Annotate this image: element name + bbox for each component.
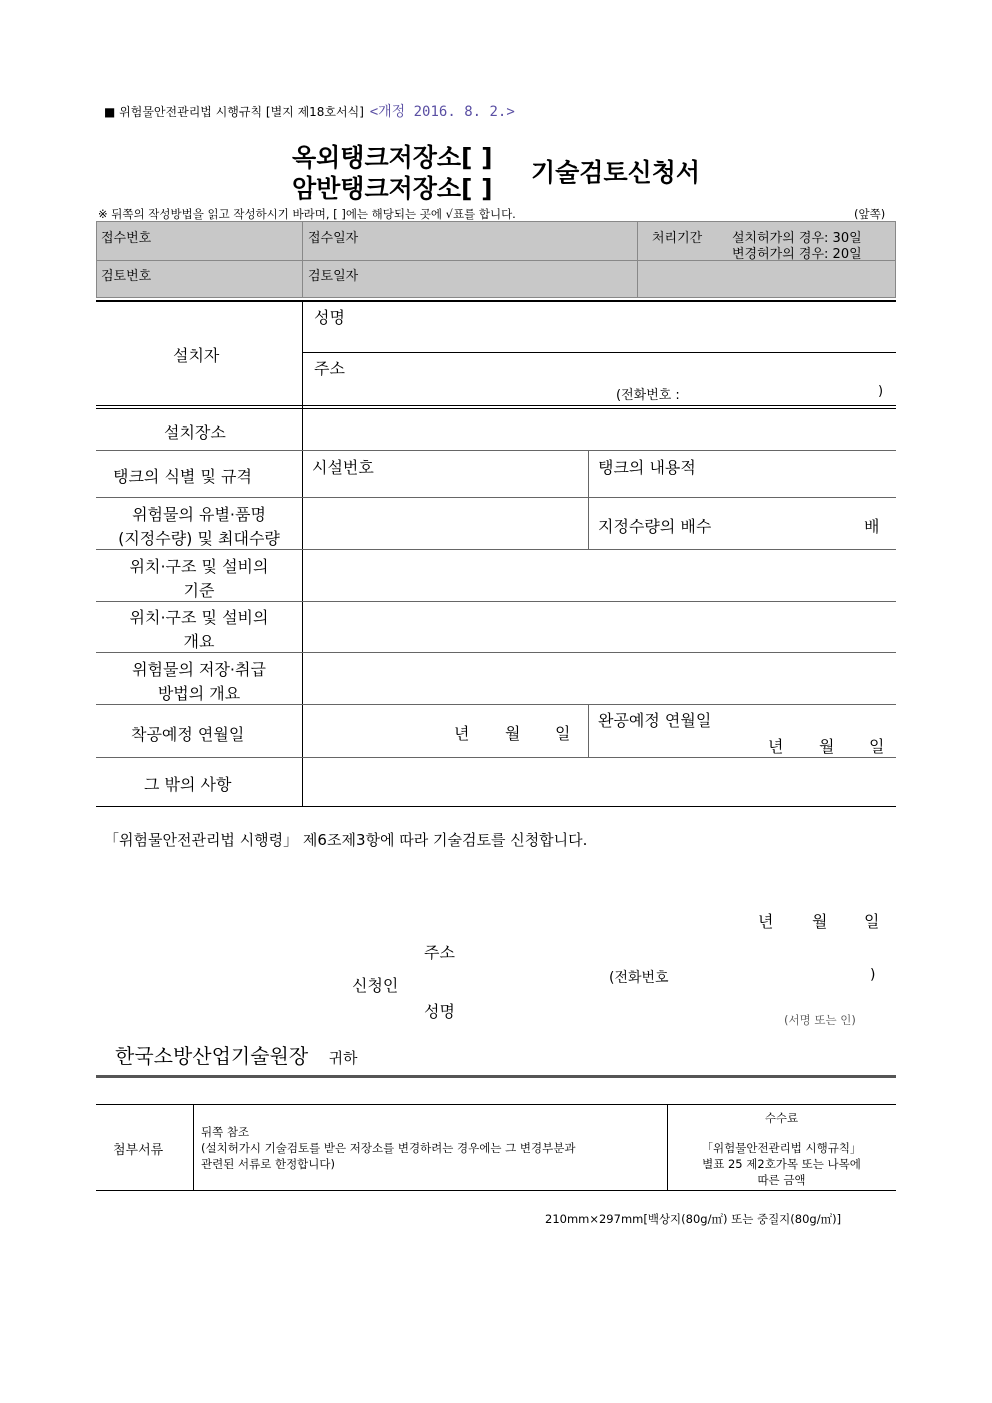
hazard-label-line2: (지정수량) 및 최대수량 — [118, 529, 280, 548]
installer-name-label: 성명 — [314, 308, 345, 327]
paper-spec: 210mm×297mm[백상지(80g/㎡) 또는 중질지(80g/㎡)] — [545, 1212, 842, 1226]
tank-capacity-label: 탱크의 내용적 — [598, 458, 696, 477]
revision-date: <개정 2016. 8. 2.> — [369, 104, 515, 120]
attachments-line1: 뒤쪽 참조 — [201, 1125, 250, 1139]
page-side-label: (앞쪽) — [854, 207, 886, 221]
fee-line1: 「위험물안전관리법 시행규칙」 — [701, 1141, 862, 1155]
signature-placeholder: (서명 또는 인) — [784, 1013, 856, 1027]
applicant-year: 년 — [758, 912, 774, 931]
review-number-label: 검토번호 — [101, 269, 152, 284]
title-suffix: 기술검토신청서 — [531, 158, 701, 187]
receipt-number-label: 접수번호 — [101, 231, 152, 246]
applicant-label: 신청인 — [352, 976, 399, 995]
multiple-label: 지정수량의 배수 — [598, 517, 712, 536]
start-day-label: 일 — [555, 724, 571, 743]
title-line-outdoor-tank: 옥외탱크저장소[ ] — [292, 143, 493, 172]
start-month-label: 월 — [505, 724, 521, 743]
location-label: 설치장소 — [164, 423, 226, 442]
multiple-unit: 배 — [864, 517, 880, 536]
other-label: 그 밖의 사항 — [144, 775, 232, 794]
attachments-line3: 관련된 서류로 한정합니다) — [201, 1157, 335, 1171]
start-year-label: 년 — [454, 724, 470, 743]
fee-label: 수수료 — [764, 1111, 799, 1125]
installer-label: 설치자 — [173, 346, 220, 365]
fee-line2: 별표 25 제2호가목 또는 나목에 — [702, 1157, 861, 1171]
applicant-name-label: 성명 — [424, 1002, 455, 1021]
addressee-name: 한국소방산업기술원장 — [115, 1044, 309, 1068]
applicant-phone-close: ) — [870, 967, 876, 983]
start-date-label: 착공예정 연월일 — [131, 725, 245, 744]
outline-label-line1: 위치·구조 및 설비의 — [129, 608, 269, 627]
outline-label-line2: 개요 — [183, 632, 215, 651]
standard-label-line1: 위치·구조 및 설비의 — [129, 557, 269, 576]
application-statement: 「위험물안전관리법 시행령」 제6조제3항에 따라 기술검토를 신청합니다. — [104, 831, 588, 849]
legal-basis — [104, 101, 515, 121]
applicant-address-label: 주소 — [424, 943, 455, 962]
instruction-note: ※ 뒤쪽의 작성방법을 읽고 작성하시기 바라며, [ ]에는 해당되는 곳에 √표를 합니다. — [98, 207, 516, 221]
complete-date-label: 완공예정 연월일 — [598, 711, 712, 730]
installer-phone-close: ) — [878, 384, 884, 399]
standard-label-line2: 기준 — [183, 581, 215, 600]
title-line-rock-tank: 암반탱크저장소[ ] — [292, 174, 493, 203]
storage-label-line2: 방법의 개요 — [157, 684, 241, 703]
storage-label-line1: 위험물의 저장·취급 — [132, 660, 266, 679]
complete-month-label: 월 — [819, 737, 835, 756]
installer-address-label: 주소 — [314, 359, 345, 378]
processing-period-label: 처리기간 — [652, 231, 703, 246]
period-install: 설치허가의 경우: 30일 — [732, 231, 862, 246]
addressee-suffix: 귀하 — [328, 1049, 358, 1067]
applicant-day: 일 — [864, 912, 880, 931]
applicant-month: 월 — [812, 912, 828, 931]
legal-basis-text: ■ 위험물안전관리법 시행규칙 [별지 제18호서식] — [104, 105, 364, 119]
attachments-line2: (설치허가시 기술검토를 받은 저장소를 변경하려는 경우에는 그 변경부분과 — [201, 1141, 576, 1155]
addressee — [115, 1040, 358, 1069]
applicant-phone-label: (전화번호 — [609, 970, 669, 986]
period-change: 변경허가의 경우: 20일 — [732, 247, 862, 262]
attachments-label: 첨부서류 — [113, 1143, 164, 1158]
facility-number-label: 시설번호 — [312, 458, 374, 477]
complete-year-label: 년 — [768, 737, 784, 756]
complete-day-label: 일 — [869, 737, 885, 756]
review-date-label: 검토일자 — [308, 269, 359, 284]
fee-line3: 따른 금액 — [757, 1173, 806, 1187]
tank-spec-label: 탱크의 식별 및 규격 — [113, 467, 252, 486]
installer-phone-label: (전화번호 : — [616, 388, 680, 403]
hazard-label-line1: 위험물의 유별·품명 — [132, 505, 266, 524]
receipt-date-label: 접수일자 — [308, 231, 359, 246]
